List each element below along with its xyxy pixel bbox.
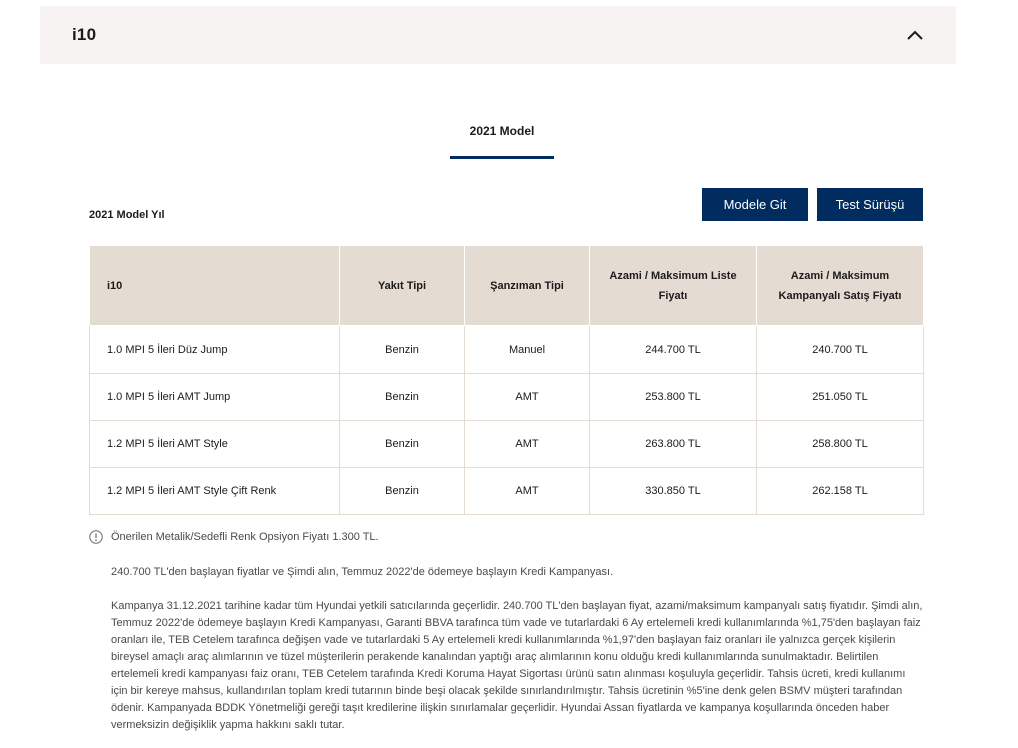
accordion-title: i10 [72, 25, 97, 44]
price-table [89, 245, 924, 515]
cell-campaign-price: 262.158 TL [757, 468, 924, 515]
cell-model: 1.0 MPI 5 İleri AMT Jump [90, 374, 340, 421]
cell-fuel: Benzin [340, 326, 465, 374]
cell-campaign-price: 258.800 TL [757, 421, 924, 468]
cell-transmission: AMT [465, 468, 590, 515]
header-transmission: Şanzıman Tipi [465, 246, 590, 326]
cell-fuel: Benzin [340, 374, 465, 421]
chevron-up-icon[interactable] [906, 26, 924, 44]
tab-2021-model[interactable]: 2021 Model [450, 124, 554, 159]
header-list-price: Azami / Maksimum Liste Fiyatı [590, 246, 757, 326]
cell-transmission: AMT [465, 374, 590, 421]
table-row [90, 374, 924, 421]
cell-list-price: 263.800 TL [590, 421, 757, 468]
header-model: i10 [90, 246, 340, 326]
header-fuel: Yakıt Tipi [340, 246, 465, 326]
cell-campaign-price: 240.700 TL [757, 326, 924, 374]
cell-transmission: AMT [465, 421, 590, 468]
table-row [90, 468, 924, 515]
info-circle-icon [89, 530, 103, 544]
model-go-button[interactable]: Modele Git [702, 188, 808, 221]
table-row [90, 326, 924, 374]
cell-list-price: 244.700 TL [590, 326, 757, 374]
cell-model: 1.2 MPI 5 İleri AMT Style [90, 421, 340, 468]
table-header-row [90, 246, 924, 326]
cell-list-price: 253.800 TL [590, 374, 757, 421]
header-campaign-price: Azami / Maksimum Kampanyalı Satış Fiyatı [757, 246, 924, 326]
cell-model: 1.2 MPI 5 İleri AMT Style Çift Renk [90, 468, 340, 515]
color-option-text: Önerilen Metalik/Sedefli Renk Opsiyon Fiyatı 1.300 TL. [111, 531, 379, 543]
cell-model: 1.0 MPI 5 İleri Düz Jump [90, 326, 340, 374]
accordion-header[interactable] [40, 6, 956, 64]
section-label: 2021 Model Yıl [89, 209, 165, 221]
cell-transmission: Manuel [465, 326, 590, 374]
cell-fuel: Benzin [340, 421, 465, 468]
table-row [90, 421, 924, 468]
color-option-note [89, 530, 379, 544]
model-tabs [450, 124, 554, 159]
cell-campaign-price: 251.050 TL [757, 374, 924, 421]
cell-list-price: 330.850 TL [590, 468, 757, 515]
test-drive-button[interactable]: Test Sürüşü [817, 188, 923, 221]
campaign-headline: 240.700 TL'den başlayan fiyatlar ve Şimdi alın, Temmuz 2022'de ödemeye başlayın Kredi Kampanyası. [111, 566, 614, 578]
cell-fuel: Benzin [340, 468, 465, 515]
campaign-terms: Kampanya 31.12.2021 tarihine kadar tüm Hyundai yetkili satıcılarında geçerlidir. 240.700 TL'den başlayan fiyat, azami/maksimum kampanyalı satış fiyatıdır. Şimdi alın, Temmuz 2022'de ödemeye başlayın Kredi Kampanyası, Garanti BBVA tarafınca tüm vade ve tutarlardaki 6 Ay ertelemeli kredi kullanımlarında %1,75'den başlayan faiz oranları ile, TEB Cetelem tarafınca değişen vade ve tutarlardaki 5 Ay ertelemeli kredi kullanımlarında %1,97'den başlayan faiz oranları ile yalnızca gerçek kişilerin bireysel amaçlı araç alımlarının ve tüzel müşterilerin perakende kanalından yaptığı araç alımlarının konu olduğu kredi kullanımlarında sunulmaktadır. Belirtilen ertelemeli kredi kampanyası faiz oranı, TEB Cetelem tarafında Kredi Koruma Hayat Sigortası ürünü satın alınması koşuluyla geçerlidir. Tahsis ücreti, kredi kullanımı için bir kereye mahsus, kullandırılan toplam kredi tutarının binde beşi olacak şekilde sınırlandırılmıştır. Tahsis ücretinin %5'ine denk gelen BSMV müşteri tarafından ödenir. Kampanyada BDDK Yönetmeliği gereği taşıt kredilerine ilişkin sınırlamalar geçerlidir. Hyundai Assan fiyatlarda ve kampanya koşullarında önceden haber vermeksizin değişiklik yapma hakkını saklı tutar. [111, 600, 923, 731]
